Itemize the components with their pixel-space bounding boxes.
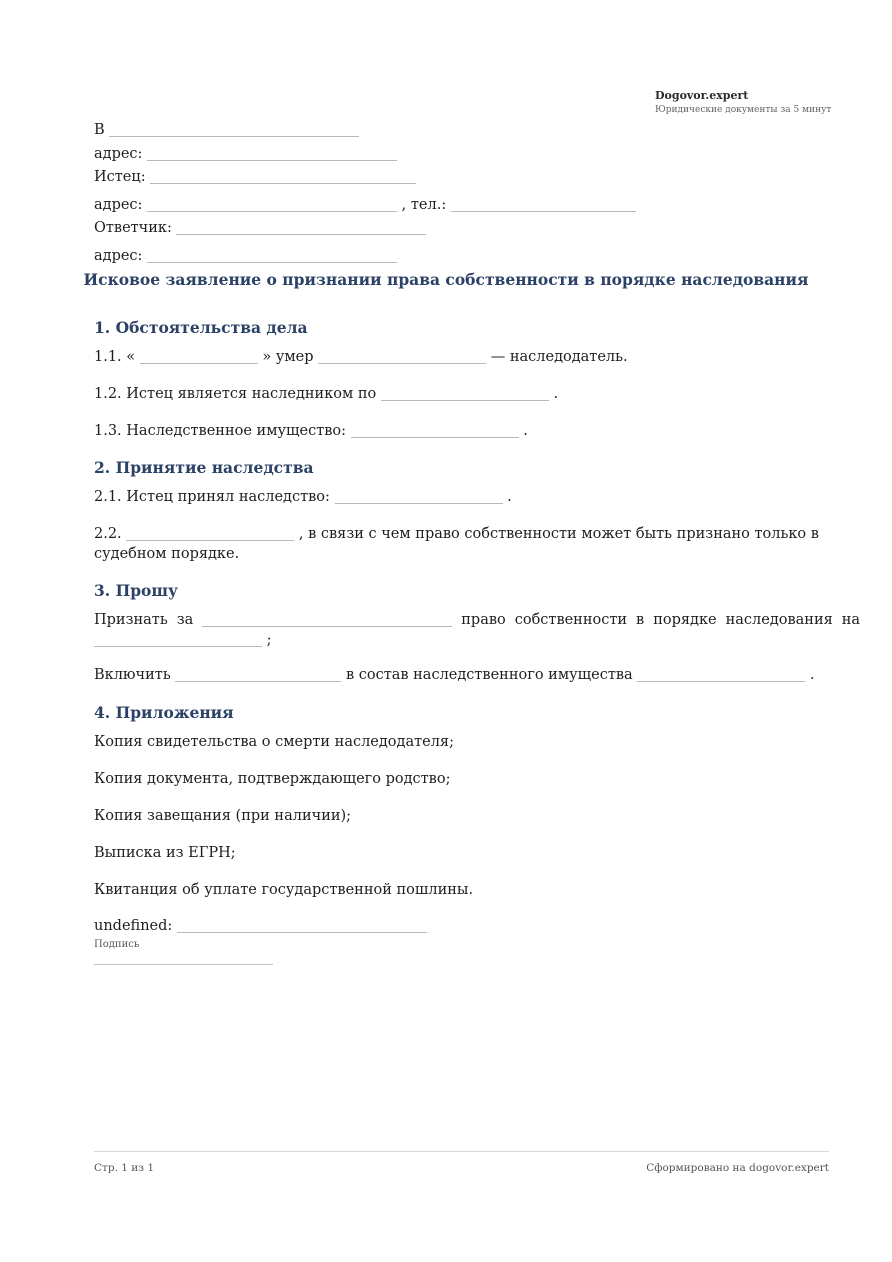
request-word: за (176, 612, 194, 628)
include-item-field[interactable] (175, 667, 341, 682)
decedent-field[interactable] (318, 349, 486, 364)
property-field[interactable] (94, 632, 262, 647)
plaintiff-field[interactable] (150, 169, 416, 184)
paragraph-1-2-suffix: . (553, 386, 559, 402)
plaintiff-label: Истец: (94, 169, 146, 185)
paragraph-1-1-prefix: 1.1. « (94, 349, 136, 365)
attachment-item: Выписка из ЕГРН; (94, 845, 236, 861)
footer-divider (94, 1151, 829, 1152)
paragraph-2-2-suffix: , в связи с чем право собственности может быть признано только в судебном порядке. (94, 526, 819, 562)
section-1-heading: 1. Обстоятельства дела (94, 318, 308, 337)
signature-name-field[interactable] (177, 918, 427, 933)
signature-field[interactable] (94, 964, 273, 965)
section-4-heading: 4. Приложения (94, 703, 234, 722)
signature-name-label: undefined: (94, 918, 173, 934)
plaintiff-line (94, 167, 416, 187)
signature-line (94, 916, 427, 936)
request-word: Признать (94, 612, 168, 628)
paragraph-1-2 (94, 384, 558, 404)
paragraph-1-3-prefix: 1.3. Наследственное имущество: (94, 423, 347, 439)
attachment-item: Квитанция об уплате государственной пошлины. (94, 882, 474, 898)
court-address-field[interactable] (147, 146, 397, 161)
section-3-heading: 3. Прошу (94, 581, 178, 600)
request-word: право (461, 612, 506, 628)
defendant-address-line (94, 246, 397, 266)
request-paragraph-1 (94, 610, 860, 630)
attachment-item: Копия завещания (при наличии); (94, 808, 352, 824)
court-label: В (94, 122, 105, 138)
defendant-address-label: адрес: (94, 248, 143, 264)
brand-tagline: Юридические документы за 5 минут (655, 105, 832, 115)
defendant-address-field[interactable] (147, 248, 397, 263)
paragraph-2-1-suffix: . (507, 489, 512, 505)
court-address-label: адрес: (94, 146, 143, 162)
request-word: наследования (725, 612, 833, 628)
defendant-field[interactable] (176, 220, 426, 235)
document-title: Исковое заявление о признании права собственности в порядке наследования (83, 270, 809, 289)
plaintiff-address-label: адрес: (94, 197, 143, 213)
footer-generated: Сформировано на dogovor.expert (646, 1162, 829, 1174)
signature-caption: Подпись (94, 939, 140, 950)
inheritance-basis-field[interactable] (381, 386, 549, 401)
heir-field[interactable] (202, 612, 452, 627)
defendant-line (94, 218, 426, 238)
paragraph-1-2-prefix: 1.2. Истец является наследником по (94, 386, 377, 402)
acceptance-field[interactable] (335, 489, 503, 504)
attachment-item: Копия свидетельства о смерти наследодателя; (94, 734, 454, 750)
page-number: Стр. 1 из 1 (94, 1162, 155, 1174)
paragraph-2-1-prefix: 2.1. Истец принял наследство: (94, 489, 330, 505)
request-word: в (636, 612, 645, 628)
phone-label: , тел.: (401, 197, 447, 213)
paragraph-1-3-suffix: . (523, 423, 528, 439)
request-end: ; (266, 632, 272, 648)
paragraph-1-1-suffix: — наследодатель. (490, 349, 628, 365)
request-2-prefix: Включить (94, 667, 171, 683)
estate-owner-field[interactable] (637, 667, 805, 682)
paragraph-2-2-prefix: 2.2. (94, 526, 122, 542)
attachment-item: Копия документа, подтверждающего родство; (94, 771, 451, 787)
paragraph-1-3 (94, 421, 528, 441)
request-paragraph-2 (94, 665, 814, 685)
request-2-suffix: . (809, 667, 815, 683)
request-word: собственности (514, 612, 628, 628)
reason-field[interactable] (126, 526, 294, 541)
paragraph-1-1 (94, 347, 628, 367)
request-paragraph-1-end (94, 630, 272, 650)
plaintiff-address-line (94, 195, 636, 215)
court-address-line (94, 144, 397, 164)
defendant-label: Ответчик: (94, 220, 172, 236)
estate-field[interactable] (351, 423, 519, 438)
section-2-heading: 2. Принятие наследства (94, 458, 314, 477)
court-field[interactable] (109, 122, 359, 137)
request-2-mid: в состав наследственного имущества (345, 667, 633, 683)
brand-name: Dogovor.expert (655, 89, 749, 102)
court-line (94, 120, 359, 140)
plaintiff-address-field[interactable] (147, 197, 397, 212)
date-field[interactable] (140, 349, 258, 364)
brand-block (655, 88, 855, 117)
paragraph-1-1-mid: » умер (262, 349, 314, 365)
request-word: на (841, 612, 861, 628)
phone-field[interactable] (451, 197, 636, 212)
paragraph-2-2 (94, 524, 884, 564)
request-word: порядке (653, 612, 717, 628)
paragraph-2-1 (94, 487, 512, 507)
